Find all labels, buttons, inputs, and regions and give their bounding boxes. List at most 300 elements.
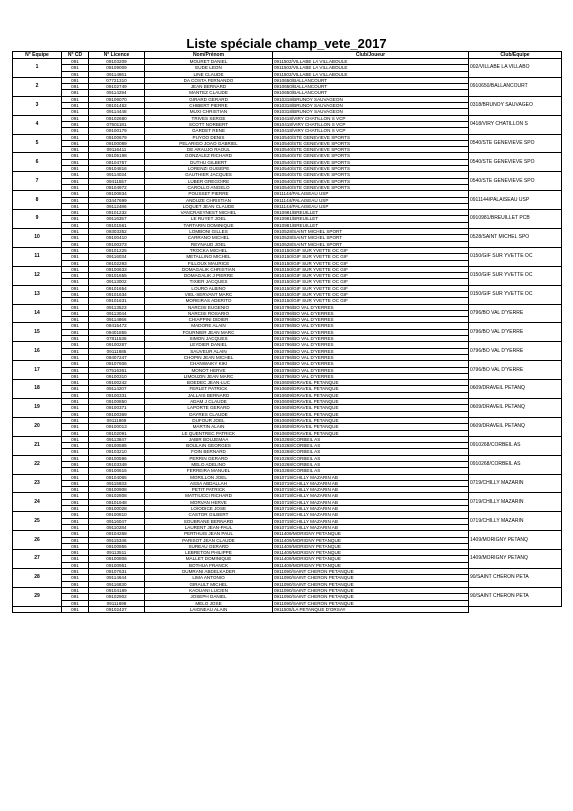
player-club-cell: 0910150/GIF SUR YVETTE OC GIF [273,254,469,260]
player-name-cell: DA COSTA FERNANDO [145,77,273,83]
cd-number-cell: 091 [62,298,89,304]
team-club-cell: 90/SAINT CHERON PETA [469,587,562,606]
team-number-cell: 25 [13,512,62,531]
cd-number-cell: 091 [62,348,89,354]
player-name-cell: LUBER GREGOIRE [145,178,273,184]
cd-number-cell: 091 [62,222,89,228]
licence-number-cell: 09101631 [89,298,145,304]
cd-number-cell: 091 [62,235,89,241]
licence-number-cell: 09100908 [89,487,145,493]
cd-number-cell: 091 [62,354,89,360]
cd-number-cell: 091 [62,197,89,203]
cd-number-cell: 091 [62,512,89,518]
cd-number-cell: 091 [62,474,89,480]
player-name-cell: MOREIRAS ADERITO [145,298,273,304]
player-club-cell: 0910418/VIRY CHATILLON S VCP [273,115,469,121]
cd-number-cell: 091 [62,260,89,266]
cd-number-cell: 091 [62,291,89,297]
cd-number-cell: 091 [62,84,89,90]
player-name-cell: TARTARIN DOMINIQUE [145,222,273,228]
player-club-cell: 0910540/STE GENEVIEVE SPORTS [273,166,469,172]
team-number-cell: 2 [13,77,62,96]
team-number-cell: 17 [13,361,62,380]
cd-number-cell: 091 [62,172,89,178]
player-name-cell: MORVAN HERVE [145,499,273,505]
cd-number-cell: 091 [62,550,89,556]
team-club-cell: 002/VILLABE LA VILLABO [469,59,562,78]
player-club-cell: 0910528/SAINT MICHEL SPORT [273,241,469,247]
licence-number-cell: 09100850 [89,399,145,405]
player-club-cell: 0910719/CHILLY MAZARIN AB [273,506,469,512]
player-name-cell: JABIR BOUJEMAA [145,436,273,442]
licence-number-cell: 07721310 [89,77,145,83]
player-club-cell: 0910540/STE GENEVIEVE SPORTS [273,178,469,184]
player-name-cell: CHOPIN JEAN MICHEL [145,354,273,360]
cd-number-cell: 091 [62,367,89,373]
cd-number-cell: 091 [62,581,89,587]
team-number-cell: 16 [13,342,62,361]
player-name-cell: TIXIER JACQUES [145,279,273,285]
player-club-cell: 0910796/BO VAL D'YERRES [273,342,469,348]
licence-number-cell: 09101232 [89,210,145,216]
player-name-cell: JOSEPH DANIEL [145,594,273,600]
team-club-cell: 1409/MORIGNY PETANQ [469,550,562,569]
licence-number-cell: 09116830 [89,581,145,587]
licence-number-cell: 09105198 [89,153,145,159]
player-club-cell: 0911144/PALAISEAU USP [273,191,469,197]
cd-number-cell: 091 [62,417,89,423]
cd-number-cell: 091 [62,184,89,190]
player-club-cell: 0910609/DRAVEIL PETANQUE [273,417,469,423]
team-club-cell: 0910268/CORBEIL AS [469,436,562,455]
cd-number-cell: 091 [62,59,89,65]
cd-number-cell: 091 [62,279,89,285]
player-club-cell: 0910796/BO VAL D'YERRES [273,336,469,342]
player-club-cell: 0910268/CORBEIL AS [273,455,469,461]
licence-number-cell: 09101561 [89,222,145,228]
player-club-cell: 0911409/MORIGNY PETANQUE [273,537,469,543]
licence-number-cell: 09113847 [89,436,145,442]
player-club-cell: 0910150/GIF SUR YVETTE OC GIF [273,291,469,297]
licence-number-cell: 09303352 [89,229,145,235]
cd-number-cell: 091 [62,531,89,537]
licence-number-cell: 09103210 [89,449,145,455]
cd-number-cell: 091 [62,134,89,140]
player-club-cell: 0910609/DRAVEIL PETANQUE [273,405,469,411]
player-club-cell: 0910609/DRAVEIL PETANQUE [273,392,469,398]
team-number-cell: 4 [13,115,62,134]
player-club-cell: 0911502/VILLABE LA VILLABOULE [273,59,469,65]
team-number-cell: 3 [13,96,62,115]
player-club-cell: 0910609/DRAVEIL PETANQUE [273,430,469,436]
player-club-cell: 0911409/MORIGNY PETANQUE [273,550,469,556]
team-number-cell: 13 [13,285,62,304]
cd-number-cell: 091 [62,524,89,530]
licence-number-cell: 09102427 [89,606,145,612]
player-club-cell: 0911090/SAINT CHERON PETANQUE [273,587,469,593]
licence-number-cell: 07811536 [89,336,145,342]
player-name-cell: MUXI CHRISTIAN [145,109,273,115]
player-name-cell: LORENZI GUISEPE [145,166,273,172]
licence-number-cell: 09114034 [89,172,145,178]
player-club-cell: 0910318/BRUNOY SAUVAGEON [273,109,469,115]
player-club-cell: 0910796/BO VAL D'YERRES [273,348,469,354]
player-name-cell: MORILLON JOEL [145,474,273,480]
player-name-cell: LAPORTE GERARD [145,405,273,411]
player-name-cell: LEBRETON PHILIPPE [145,550,273,556]
player-club-cell: 0910318/BRUNOY SAUVAGEON [273,96,469,102]
licence-number-cell: 09104189 [89,587,145,593]
player-name-cell: PELARIGO JOAO GABRIEL [145,140,273,146]
licence-number-cell: 09415472 [89,323,145,329]
cd-number-cell: 091 [62,65,89,71]
cd-number-cell: 091 [62,606,89,612]
team-club-cell: 0150/GIF SUR YVETTE OC [469,266,562,285]
cd-number-cell: 091 [62,587,89,593]
player-club-cell: 0910150/GIF SUR YVETTE OC GIF [273,298,469,304]
cd-number-cell: 091 [62,273,89,279]
cd-number-cell: 091 [62,77,89,83]
player-club-cell: 0910796/BO VAL D'YERRES [273,373,469,379]
player-club-cell: 0910418/VIRY CHATILLON S VCP [273,121,469,127]
player-name-cell: LEYDIER DANIEL [145,342,273,348]
licence-number-cell: 09114644 [89,575,145,581]
licence-number-cell: 09100179 [89,128,145,134]
licence-number-cell: 09100242 [89,380,145,386]
cd-number-cell: 091 [62,166,89,172]
player-name-cell: GIRAULT MICHEL [145,581,273,587]
licence-number-cell: 09100373 [89,241,145,247]
team-club-cell: 90/SAINT CHERON PETA [469,569,562,588]
cd-number-cell: 091 [62,430,89,436]
player-name-cell: LINE CLAUDE [145,71,273,77]
player-name-cell: PERTHUIS JEAN PAUL [145,531,273,537]
team-club-cell: 0719/CHILLY MAZARIN [469,512,562,531]
team-number-cell: 15 [13,323,62,342]
player-club-cell: 0910540/STE GENEVIEVE SPORTS [273,153,469,159]
player-name-cell: DOMAGALIK CHRISTIAN [145,266,273,272]
player-name-cell: MALLET DOMINIQUE [145,556,273,562]
player-name-cell: SUREAU GERARD [145,543,273,549]
cd-number-cell: 091 [62,71,89,77]
player-name-cell: BOULAIN GEORGES [145,443,273,449]
licence-number-cell: 09113523 [89,304,145,310]
team-number-cell: 19 [13,399,62,418]
cd-number-cell: 091 [62,241,89,247]
team-club-cell: 0609/DRAVEIL PETANQ [469,417,562,436]
cd-number-cell: 091 [62,443,89,449]
team-club-cell: 0910981/BREUILLET PCB [469,210,562,229]
player-name-cell: ADAM J CLAUDE [145,399,273,405]
player-club-cell: 0910540/STE GENEVIEVE SPORTS [273,172,469,178]
team-number-cell: 9 [13,210,62,229]
cd-number-cell: 091 [62,562,89,568]
cd-number-cell: 091 [62,361,89,367]
cd-number-cell: 091 [62,392,89,398]
cd-number-cell: 091 [62,304,89,310]
player-name-cell: CHANWAIKY KIKI [145,361,273,367]
cd-number-cell: 091 [62,575,89,581]
player-name-cell: MARTIN ALAIN [145,424,273,430]
player-club-cell: 0910981/BREUILLET [273,210,469,216]
licence-number-cell: 09100310 [89,373,145,379]
player-name-cell: FILLOUX MAURICE [145,260,273,266]
licence-number-cell: 09114448 [89,109,145,115]
cd-number-cell: 091 [62,96,89,102]
cd-number-cell: 091 [62,147,89,153]
player-club-cell: 0910609/DRAVEIL PETANQUE [273,411,469,417]
player-club-cell: 0910981/BREUILLET [273,222,469,228]
player-club-cell: 0910268/CORBEIL AS [273,443,469,449]
player-name-cell: MATTIUCCI RICHARD [145,493,273,499]
player-name-cell: SAUVEUR ALAIN [145,348,273,354]
cd-number-cell: 091 [62,537,89,543]
team-club-cell: 0911144/PALAISEAU USP [469,191,562,210]
cd-number-cell: 091 [62,373,89,379]
team-number-cell: 7 [13,172,62,191]
player-club-cell: 0910268/CORBEIL AS [273,468,469,474]
licence-number-cell: 09116034 [89,254,145,260]
header-row [13,52,562,59]
player-club-cell: 0910719/CHILLY MAZARIN AB [273,512,469,518]
cd-number-cell: 091 [62,342,89,348]
licence-number-cell: 09100410 [89,235,145,241]
cd-number-cell: 091 [62,203,89,209]
player-club-cell: 0910150/GIF SUR YVETTE OC GIF [273,247,469,253]
team-club-cell: 0910650/BALLANCOURT [469,77,562,96]
player-name-cell: MOURET DANIEL [145,59,273,65]
team-number-cell: 22 [13,455,62,474]
licence-number-cell: 09101462 [89,103,145,109]
player-club-cell: 0910418/VIRY CHATILLON S VCP [273,128,469,134]
cd-number-cell: 091 [62,109,89,115]
licence-number-cell: 09112486 [89,203,145,209]
player-club-cell: 0910528/SAINT MICHEL SPORT [273,229,469,235]
licence-number-cell: 09100596 [89,455,145,461]
cd-number-cell: 091 [62,455,89,461]
cd-number-cell: 091 [62,386,89,392]
cd-number-cell: 091 [62,310,89,316]
player-name-cell: EUDE LEON [145,65,273,71]
player-name-cell: MANTEZ CLAUDE [145,90,273,96]
cd-number-cell: 091 [62,600,89,606]
player-name-cell: LIMA ANTONIO [145,575,273,581]
licence-number-cell: 09100834 [89,191,145,197]
licence-number-cell: 09407247 [89,354,145,360]
player-club-cell: 0911090/SAINT CHERON PETANQUE [273,600,469,606]
team-club-cell: 0609/DRAVEIL PETANQ [469,380,562,399]
player-club-cell: 0910150/GIF SUR YVETTE OC GIF [273,285,469,291]
team-list-table [12,51,562,613]
player-name-cell: PUYOO DENIS [145,134,273,140]
team-club-cell: 0150/GIF SUR YVETTE OC [469,247,562,266]
player-club-cell: 0910650/BALLANCOURT [273,84,469,90]
player-name-cell: GARDET RENE [145,128,273,134]
licence-number-cell: 09102680 [89,115,145,121]
team-club-cell: 0910268/CORBEIL AS [469,455,562,474]
player-club-cell: 0911505/LA PETANQUE D'ORSAY [273,606,469,612]
player-club-cell: 0911502/VILLABE LA VILLABOULE [273,65,469,71]
team-number-cell: 26 [13,531,62,550]
licence-number-cell: 07501181 [89,121,145,127]
team-number-cell: 20 [13,417,62,436]
licence-number-cell: 09102749 [89,84,145,90]
player-club-cell: 0910719/CHILLY MAZARIN AB [273,524,469,530]
cd-number-cell: 091 [62,399,89,405]
team-club-cell: 0540/STE GENEVIEVE SPO [469,134,562,153]
team-number-cell: 6 [13,153,62,172]
player-club-cell: 0911409/MORIGNY PETANQUE [273,562,469,568]
player-name-cell: VIEL-SERVANT MARC [145,291,273,297]
cd-number-cell: 091 [62,424,89,430]
player-name-cell: GAUTHIER JACQUES [145,172,273,178]
licence-number-cell: 09114866 [89,317,145,323]
player-club-cell: 0910796/BO VAL D'YERRES [273,361,469,367]
cd-number-cell: 091 [62,115,89,121]
cd-number-cell: 091 [62,121,89,127]
player-club-cell: 0910150/GIF SUR YVETTE OC GIF [273,260,469,266]
team-club-cell: 0796/BO VAL D'YERRE [469,361,562,380]
team-club-cell: 0540/STE GENEVIEVE SPO [469,153,562,172]
player-name-cell: DUFOUR JOEL [145,417,273,423]
player-club-cell: 0910650/BALLANCOURT [273,90,469,96]
player-club-cell: 0910796/BO VAL D'YERRES [273,317,469,323]
licence-number-cell: 09106070 [89,96,145,102]
player-name-cell: CASTOR GILBERT [145,512,273,518]
player-name-cell: REYNAUD JOEL [145,241,273,247]
cd-number-cell: 091 [62,128,89,134]
team-club-cell: 0796/BO VAL D'YERRE [469,323,562,342]
licence-number-cell: 09100955 [89,543,145,549]
licence-number-cell: 09100369 [89,411,145,417]
player-club-cell: 0910150/GIF SUR YVETTE OC GIF [273,266,469,272]
player-name-cell: GONZALEZ RICHARD [145,153,273,159]
player-club-cell: 0911090/SAINT CHERON PETANQUE [273,569,469,575]
licence-number-cell: 09100595 [89,443,145,449]
player-club-cell: 0910719/CHILLY MAZARIN AB [273,487,469,493]
licence-number-cell: 09111699 [89,600,145,606]
team-number-cell: 23 [13,474,62,493]
licence-number-cell: 09101634 [89,291,145,297]
player-name-cell: PETIT PATRICK [145,487,273,493]
licence-number-cell: 09100633 [89,266,145,272]
player-name-cell: ASSA ABDALLAH [145,480,273,486]
player-name-cell: METALLINO MICHEL [145,254,273,260]
player-club-cell: 0910796/BO VAL D'YERRES [273,304,469,310]
licence-number-cell: 09411557 [89,178,145,184]
cd-number-cell: 091 [62,411,89,417]
licence-number-cell: 03447699 [89,197,145,203]
player-name-cell: ANDUZE CHRISTIAN [145,197,273,203]
licence-number-cell: 09101948 [89,499,145,505]
player-club-cell: 0911090/SAINT CHERON PETANQUE [273,594,469,600]
player-name-cell: DE ARAUJO RAOUL [145,147,273,153]
player-name-cell: JALLAIS BERNARD [145,392,273,398]
cd-number-cell: 091 [62,140,89,146]
cd-number-cell: 091 [62,153,89,159]
header-player-club: Club/Joueur [273,52,469,59]
licence-number-cell: 09103349 [89,462,145,468]
licence-number-cell: 09401855 [89,329,145,335]
licence-number-cell: 09104972 [89,184,145,190]
team-club-cell: 0150/GIF SUR YVETTE OC [469,285,562,304]
player-club-cell: 0910719/CHILLY MAZARIN AB [273,474,469,480]
player-club-cell: 0910796/BO VAL D'YERRES [273,329,469,335]
licence-number-cell: 09107606 [89,361,145,367]
player-club-cell: 0910318/BRUNOY SAUVAGEON [273,103,469,109]
cd-number-cell: 091 [62,594,89,600]
cd-number-cell: 091 [62,487,89,493]
team-club-cell: 0719/CHILLY MAZARIN [469,474,562,493]
player-club-cell: 0910540/STE GENEVIEVE SPORTS [273,134,469,140]
player-name-cell: KAOUANI LUCIEN [145,587,273,593]
player-name-cell: CHIAPPINI DIDIER [145,317,273,323]
licence-number-cell: 09116357 [89,216,145,222]
player-name-cell: DUTHU GILBERT [145,159,273,165]
cd-number-cell: 091 [62,90,89,96]
licence-number-cell: 09104268 [89,531,145,537]
licence-number-cell: 09100089 [89,140,145,146]
player-club-cell: 0910719/CHILLY MAZARIN AB [273,493,469,499]
licence-number-cell: 09102293 [89,260,145,266]
cd-number-cell: 091 [62,254,89,260]
player-name-cell: PARISOT JEAN CLAUDE [145,537,273,543]
player-name-cell: LOQUET JEAN CLAUDE [145,203,273,209]
cd-number-cell: 091 [62,317,89,323]
player-name-cell: MONOT HERVE [145,367,273,373]
licence-number-cell: 09100331 [89,392,145,398]
licence-number-cell: 09101655 [89,273,145,279]
cd-number-cell: 091 [62,159,89,165]
player-name-cell: DOMAGALIK J PIERRE [145,273,273,279]
player-name-cell: NARCISI ROSARIO [145,310,273,316]
player-name-cell: POUSSET PIERRE [145,191,273,197]
team-number-cell: 28 [13,569,62,588]
player-name-cell: TROCKA MICHEL [145,247,273,253]
licence-number-cell: 09115933 [89,480,145,486]
licence-number-cell: 09104767 [89,159,145,165]
cd-number-cell: 091 [62,543,89,549]
team-club-cell: 0528/SAINT MICHEL SPO [469,229,562,248]
licence-number-cell: 07516361 [89,367,145,373]
licence-number-cell: 09111869 [89,417,145,423]
player-club-cell: 0910796/BO VAL D'YERRES [273,323,469,329]
team-number-cell: 11 [13,247,62,266]
player-name-cell: OUMRANI ABDELKADER [145,569,273,575]
player-name-cell: SCOTT NORBERT [145,121,273,127]
player-club-cell: 0910540/STE GENEVIEVE SPORTS [273,140,469,146]
licence-number-cell: 09100679 [89,134,145,140]
licence-number-cell: 09101225 [89,247,145,253]
player-name-cell: GIRARD GERARD [145,96,273,102]
team-club-cell: 0318/BRUNOY SAUVAGEO [469,96,562,115]
player-club-cell: 0910719/CHILLY MAZARIN AB [273,499,469,505]
licence-number-cell: 09103209 [89,59,145,65]
cd-number-cell: 091 [62,449,89,455]
player-club-cell: 0910609/DRAVEIL PETANQUE [273,424,469,430]
player-club-cell: 0910650/BALLANCOURT [273,77,469,83]
player-name-cell: LIMOUZIN JEAN MARC [145,373,273,379]
cd-number-cell: 091 [62,380,89,386]
player-club-cell: 0910719/CHILLY MAZARIN AB [273,518,469,524]
licence-number-cell: 09101654 [89,285,145,291]
cd-number-cell: 091 [62,323,89,329]
header-cd-number: N° CD [62,52,89,59]
player-club-cell: 0911090/SAINT CHERON PETANQUE [273,581,469,587]
licence-number-cell: 09114861 [89,71,145,77]
cd-number-cell: 091 [62,518,89,524]
player-name-cell: LE QUENTREC PATRICK [145,430,273,436]
